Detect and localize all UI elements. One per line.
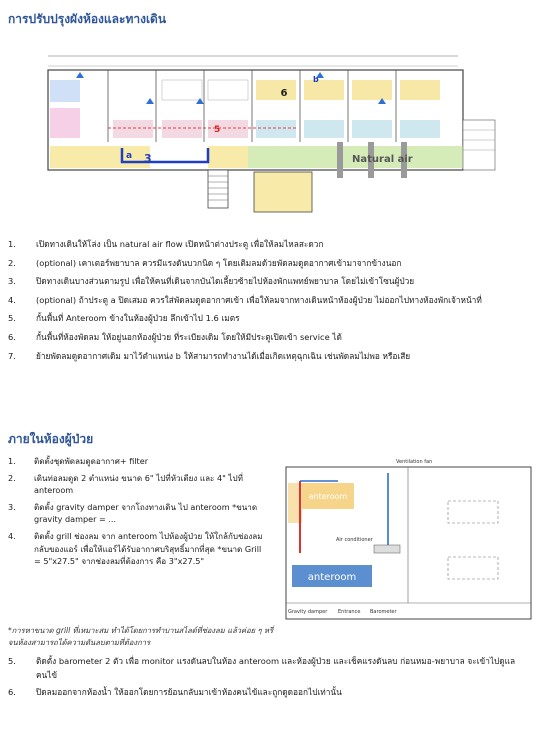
list-text: ติดตั้งชุดพัดลมดูดอากาศ+ filter bbox=[34, 456, 149, 466]
gravity-damper-label: Gravity damper bbox=[288, 609, 328, 615]
plan-label-3: 3 bbox=[144, 152, 152, 165]
list-item bbox=[8, 350, 533, 364]
list-number: 7. bbox=[8, 350, 16, 361]
grill-size-note: *การหาขนาด grill ที่เหมาะสม ทำได้โดยการทำบานสไลด์ที่ช่องลม แล้วค่อย ๆ หรี่จนห้องสามารถได้ความดันลบตามที่ต้องการ bbox=[8, 626, 274, 647]
list-number: 3. bbox=[8, 276, 16, 287]
list-number: 2. bbox=[8, 257, 16, 268]
list-text: ปิดลมออกจากห้องน้ำ ให้ออกโดยการย้อนกลับมาเข้าห้องคนไข้และถูกดูดออกไปเท่านั้น bbox=[36, 687, 342, 698]
list-item bbox=[8, 501, 268, 526]
list-item bbox=[8, 257, 533, 271]
list-item bbox=[8, 530, 268, 568]
plan-label-5: 5 bbox=[214, 125, 221, 135]
list-text: ติดตั้ง grill ช่องลม จาก anteroom ไปห้องผู้ป่วย ให้ใกล้กับช่องลมกลับของแอร์ เพื่อให้แอร์ได้รับอากาศบริสุทธิ์มากที่สุด *ขนาด Grill = 5"x27.5" จากช่องลมที่ต้องการ คือ 3"x27.5" bbox=[34, 530, 263, 567]
list-item bbox=[8, 655, 533, 682]
list-text: เดินท่อลมดูด 2 ตำแหน่ง ขนาด 6" ไปที่หัวเตียง และ 4" ไปที่ anteroom bbox=[34, 472, 243, 496]
ventilation-fan-label: Ventilation fan bbox=[396, 459, 433, 465]
patient-room-steps-list bbox=[8, 455, 268, 572]
list-number: 1. bbox=[8, 239, 16, 249]
list-number: 2. bbox=[8, 472, 16, 483]
list-item bbox=[8, 294, 533, 308]
list-number: 5. bbox=[8, 656, 16, 666]
plan-label-b: b bbox=[313, 75, 319, 84]
list-text: (optional) เคาเตอร์พยาบาล ควรมีแรงดันบวกนิด ๆ โดยเติมลมด้วยพัดลมดูดอากาศเข้ามาจากข้างนอก bbox=[36, 257, 402, 268]
anteroom-top-label: anteroom bbox=[308, 492, 348, 501]
section-title-patient-room: ภายในห้องผู้ป่วย bbox=[8, 432, 94, 446]
list-number: 1. bbox=[8, 456, 16, 466]
list-text: ติดตั้ง barometer 2 ตัว เพื่อ monitor แรงดันลบในห้อง anteroom และห้องผู้ป่วย และเช็คแรงดันลบ ก่อนหมอ-พยาบาล จะเข้าไปดูแลคนไข้ bbox=[36, 656, 516, 680]
list-item bbox=[8, 472, 268, 497]
list-number: 4. bbox=[8, 294, 16, 305]
list-text: ปิดทางเดินบางส่วนตามรูป เพื่อให้คนที่เดินจากบันไดเลี้ยวซ้ายไปห้องพักแพทย์พยาบาล โดยไม่เข้าโซนผู้ป่วย bbox=[36, 276, 415, 287]
list-item bbox=[8, 275, 533, 289]
list-item bbox=[8, 331, 533, 345]
list-text: กั้นพื้นที่ห้องพัดลม ให้อยู่นอกห้องผู้ป่วย ที่ระเบียงเดิม โดยให้มีประตูเปิดเข้า service ได้ bbox=[36, 331, 342, 342]
list-text: (optional) ถ้าประตู a ปิดเสมอ ควรใส่พัดลมดูดอากาศเข้า เพื่อให้ลมจากทางเดินหน้าห้องผู้ป่วย ไม่ออกไปทางห้องพักเจ้าหน้าที่ bbox=[36, 294, 482, 305]
entrance-label: Entrance bbox=[338, 609, 361, 615]
floor-plan-corridor bbox=[38, 50, 508, 245]
list-item bbox=[8, 238, 533, 252]
anteroom-bottom-label: anteroom bbox=[307, 572, 357, 583]
section-title-corridor: การปรับปรุงผังห้องและทางเดิน bbox=[8, 12, 167, 26]
plan-natural-air: Natural air bbox=[352, 154, 413, 165]
list-number: 3. bbox=[8, 501, 16, 512]
plan-label-a: a bbox=[126, 151, 133, 161]
list-text: ย้ายพัดลมดูดอากาศเดิม มาไว้ตำแหน่ง b ให้สามารถทำงานได้เมื่อเกิดเหตุฉุกเฉิน เช่นพัดลมไม่พอ หรือเสีย bbox=[36, 350, 411, 361]
list-item bbox=[8, 312, 533, 326]
list-item bbox=[8, 686, 533, 700]
list-number: 4. bbox=[8, 530, 16, 541]
floor-plan-patient-room bbox=[278, 453, 536, 623]
list-text: กั้นพื้นที่ Anteroom ข้างในห้องผู้ป่วย ลึกเข้าไป 1.6 เมตร bbox=[36, 313, 240, 324]
list-text: เปิดทางเดินให้โล่ง เป็น natural air flow เปิดหน้าต่างประตู เพื่อให้ลมไหลสะดวก bbox=[36, 239, 324, 249]
list-number: 5. bbox=[8, 313, 16, 324]
list-number: 6. bbox=[8, 687, 16, 698]
patient-room-steps-list-continued bbox=[8, 655, 533, 704]
air-conditioner-label: Air conditioner bbox=[336, 537, 373, 543]
barometer-label: Barometer bbox=[370, 609, 397, 615]
corridor-steps-list bbox=[8, 238, 533, 368]
list-item bbox=[8, 455, 268, 468]
list-number: 6. bbox=[8, 331, 16, 342]
plan-label-6: 6 bbox=[280, 88, 288, 99]
list-text: ติดตั้ง gravity damper จากโถงทางเดิน ไป anteroom *ขนาด gravity damper = ... bbox=[34, 501, 258, 525]
